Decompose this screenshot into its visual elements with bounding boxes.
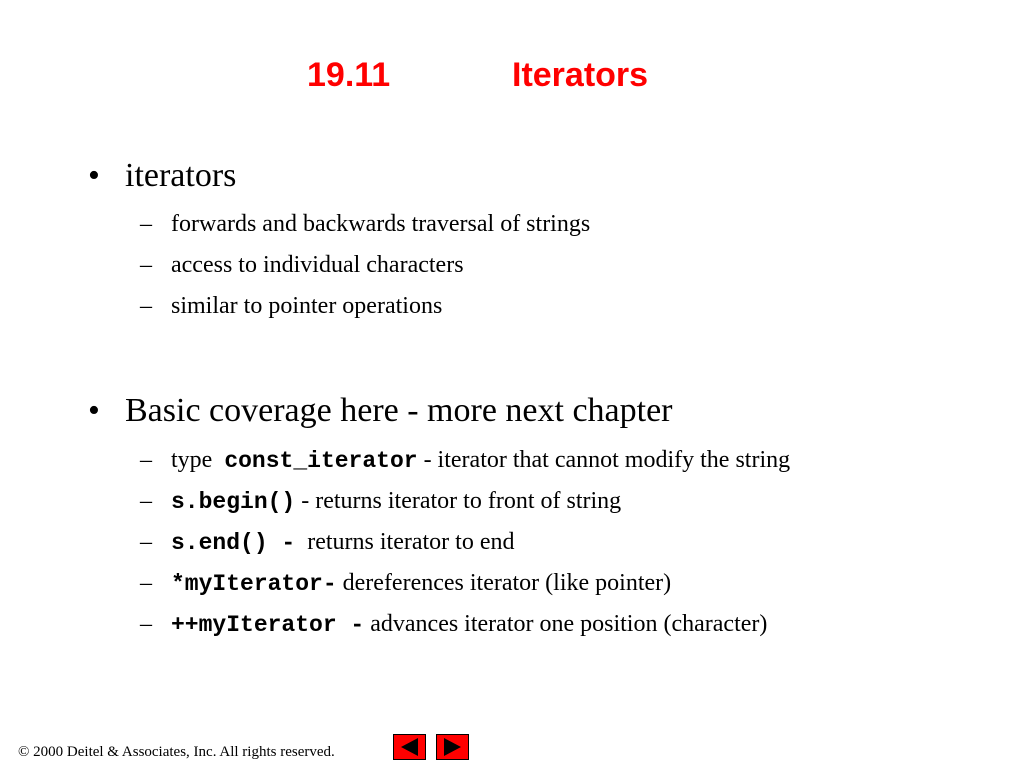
sub-item: [140, 568, 671, 599]
next-slide-button[interactable]: [436, 734, 469, 760]
sub-item-text: access to individual characters: [171, 252, 464, 278]
sub-item-text: returns iterator to end: [301, 529, 515, 555]
sub-item: [140, 527, 515, 558]
sub-item-text: - returns iterator to front of string: [295, 488, 622, 514]
bullet-item: [88, 156, 236, 196]
copyright-symbol: ©: [18, 744, 30, 760]
dash-marker: –: [140, 252, 152, 278]
sub-item: [140, 209, 590, 239]
code-snippet: s.end() -: [171, 530, 296, 556]
sub-item: [140, 250, 464, 280]
sub-item-text: forwards and backwards traversal of strings: [171, 211, 591, 237]
code-snippet: ++myIterator -: [171, 612, 365, 638]
dash-marker: –: [140, 211, 152, 237]
right-arrow-icon: [437, 735, 468, 759]
sub-item: [140, 609, 767, 640]
dash-marker: –: [140, 570, 152, 596]
code-snippet: const_iterator: [224, 448, 418, 474]
sub-item-text: - iterator that cannot modify the string: [417, 447, 791, 473]
left-arrow-icon: [394, 735, 425, 759]
sub-item-text: dereferences iterator (like pointer): [336, 570, 672, 596]
bullet-marker: •: [88, 157, 100, 194]
section-number: 19.11: [307, 56, 391, 94]
copyright-text: 2000 Deitel & Associates, Inc. All rights reserved.: [29, 744, 335, 760]
bullet-text: Basic coverage here - more next chapter: [125, 392, 673, 429]
copyright-footer: [18, 743, 335, 761]
sub-item: [140, 291, 442, 321]
dash-marker: –: [140, 529, 152, 555]
dash-marker: –: [140, 293, 152, 319]
sub-item-text: advances iterator one position (character): [364, 611, 768, 637]
slide-title: [0, 54, 1024, 96]
title-text: Iterators: [512, 56, 649, 94]
code-snippet: s.begin(): [171, 489, 296, 515]
dash-marker: –: [140, 611, 152, 637]
dash-marker: –: [140, 447, 152, 473]
bullet-item: [88, 391, 673, 431]
bullet-text: iterators: [125, 157, 237, 194]
code-snippet: *myIterator-: [171, 571, 337, 597]
bullet-marker: •: [88, 392, 100, 429]
dash-marker: –: [140, 488, 152, 514]
sub-item-text: similar to pointer operations: [171, 293, 443, 319]
sub-item-prefix: type: [171, 447, 219, 473]
previous-slide-button[interactable]: [393, 734, 426, 760]
sub-item: [140, 486, 621, 517]
sub-item: [140, 445, 790, 476]
